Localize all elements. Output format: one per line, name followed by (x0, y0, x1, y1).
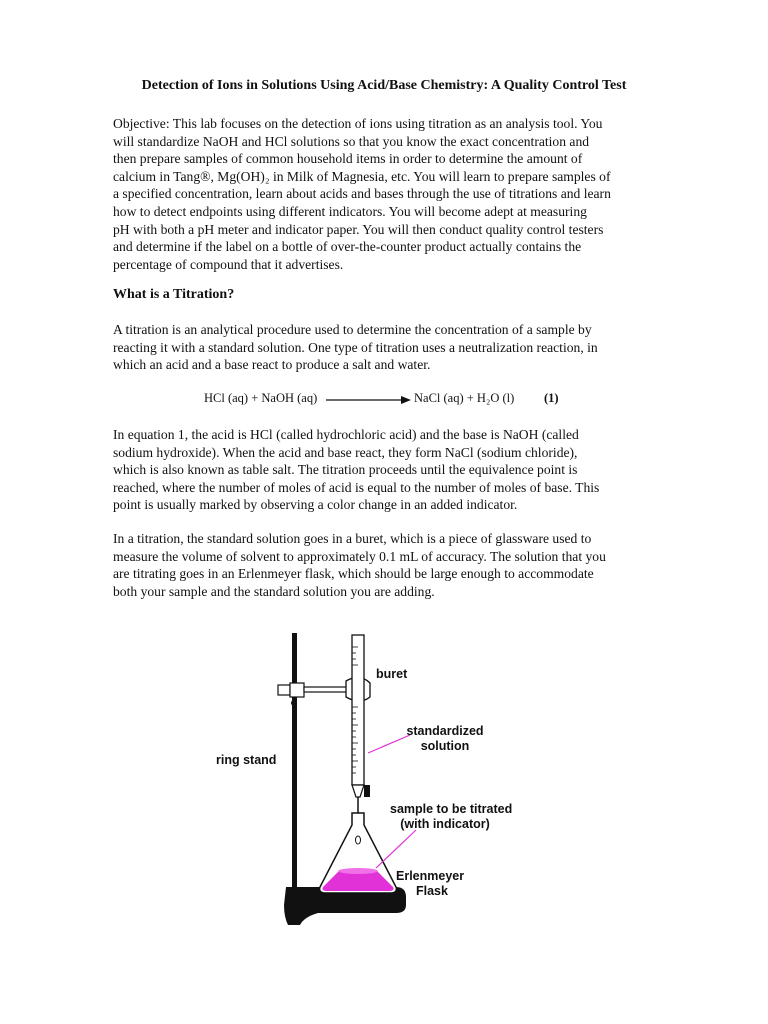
explanation-line: sodium hydroxide). When the acid and base react, they form NaCl (sodium chloride), (113, 444, 578, 460)
buret-tube (352, 635, 364, 785)
explanation-line: reached, where the number of moles of acid is equal to the number of moles of base. This (113, 479, 600, 495)
objective-line: a specified concentration, learn about acids and bases through the use of titrations and learn (113, 186, 611, 202)
buret-paragraph (113, 530, 661, 600)
sample-label: sample to be titrated (with indicator) (390, 802, 513, 831)
titration-figure (200, 625, 513, 935)
explanation-line: point is usually marked by observing a color change in an added indicator. (113, 497, 518, 513)
buret-line: both your sample and the standard solution you are adding. (113, 583, 435, 599)
objective-paragraph (113, 115, 661, 273)
objective-line: Objective: This lab focuses on the detection of ions using titration as an analysis tool. You (113, 116, 603, 131)
intro-line: A titration is an analytical procedure used to determine the concentration of a sample by (113, 322, 592, 337)
objective-line: calcium in Tang®, Mg(OH)₂ in Milk of Magnesia, etc. You will learn to prepare samples of (113, 168, 611, 184)
objective-line: percentage of compound that it advertises. (113, 256, 344, 272)
objective-line: how to detect endpoints using different indicators. You will become adept at measuring (113, 203, 587, 219)
explanation-paragraph (113, 426, 661, 514)
objective-line: then prepare samples of common household items in order to determine the amount of (113, 151, 583, 167)
intro-line: which an acid and a base react to produce a salt and water. (113, 357, 431, 373)
section-heading: What is a Titration? (113, 287, 235, 302)
clamp-holder (290, 683, 304, 697)
equation-products: NaCl (aq) + H₂O (l) (414, 391, 515, 405)
buret-line: measure the volume of solvent to approximately 0.1 mL of accuracy. The solution that you (113, 548, 606, 564)
stopcock (364, 785, 370, 797)
equation-reactants: HCl (aq) + NaOH (aq) (204, 391, 318, 405)
objective-line: will standardize NaOH and HCl solutions so that you know the exact concentration and (113, 133, 590, 149)
intro-paragraph (113, 321, 661, 374)
objective-line: and determine if the label on a bottle of over-the-counter product actually contains the (113, 239, 582, 255)
ring-stand-label: ring stand (216, 753, 277, 767)
buret-line: are titrating goes in an Erlenmeyer flask, which should be large enough to accommodate (113, 566, 594, 582)
sample-pointer (376, 830, 416, 868)
clamp-knob (278, 685, 290, 695)
erlenmeyer-flask-label: Erlenmeyer Flask (396, 869, 465, 898)
reaction-arrow-icon (326, 394, 411, 406)
ring-stand-rod (292, 633, 297, 923)
equation-number: (1) (544, 391, 559, 405)
standardized-solution-label: standardized solution (406, 724, 484, 753)
buret-label: buret (376, 667, 408, 681)
explanation-line: In equation 1, the acid is HCl (called hydrochloric acid) and the base is NaOH (called (113, 427, 579, 442)
objective-line: pH with both a pH meter and indicator paper. You will then conduct quality control testers (113, 221, 604, 237)
explanation-line: which is also known as table salt. The titration proceeds until the equivalence point is (113, 462, 578, 478)
buret-line: In a titration, the standard solution goes in a buret, which is a piece of glassware used to (113, 531, 592, 546)
intro-line: reacting it with a standard solution. One type of titration uses a neutralization reaction, in (113, 339, 598, 355)
clamp-arm (304, 687, 348, 692)
chemical-equation (204, 391, 584, 411)
document-title: Detection of Ions in Solutions Using Acid/Base Chemistry: A Quality Control Test (141, 78, 627, 93)
